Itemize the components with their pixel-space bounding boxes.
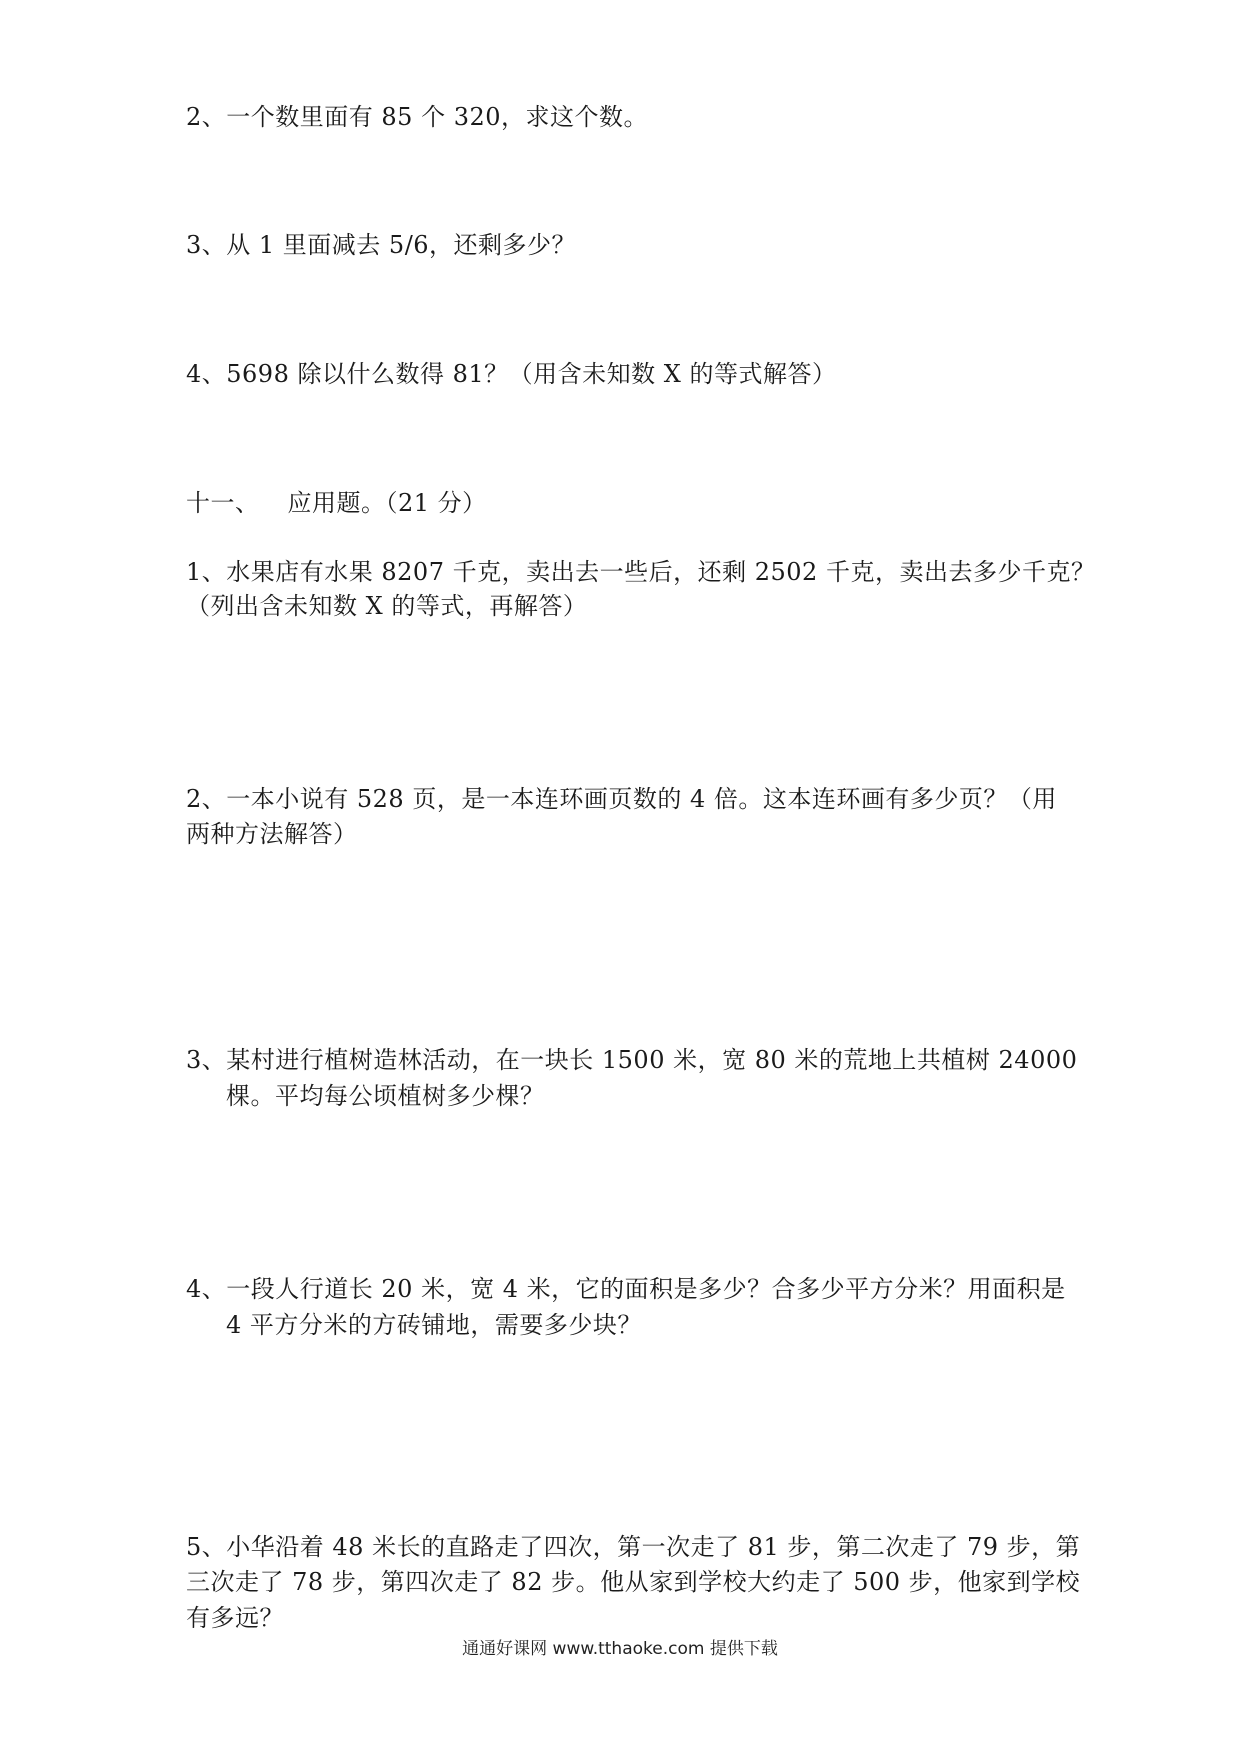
application-2-line-2: 两种方法解答）	[186, 820, 358, 848]
application-3-line-1: 3、某村进行植树造林活动，在一块长 1500 米，宽 80 米的荒地上共植树 24000	[186, 1046, 1078, 1074]
section-heading	[186, 486, 487, 520]
application-1-line-1: 1、水果店有水果 8207 千克，卖出去一些后，还剩 2502 千克，卖出去多少千克？	[186, 558, 1096, 586]
application-5-line-1: 5、小华沿着 48 米长的直路走了四次，第一次走了 81 步，第二次走了 79 步，第	[186, 1533, 1081, 1561]
application-4-line-2: 4 平方分米的方砖铺地，需要多少块？	[226, 1311, 642, 1339]
question-3: 3、从 1 里面减去 5/6，还剩多少？	[186, 231, 577, 259]
application-2-line-1: 2、一本小说有 528 页，是一本连环画页数的 4 倍。这本连环画有多少页？（用	[186, 785, 1057, 813]
section-number: 十一、	[186, 489, 260, 517]
section-title: 应用题。（21 分）	[287, 489, 487, 517]
application-5-line-2: 三次走了 78 步，第四次走了 82 步。他从家到学校大约走了 500 步，他家到学校	[186, 1568, 1081, 1596]
footer-credit: 通通好课网 www.tthaoke.com 提供下载	[462, 1639, 778, 1659]
application-5-line-3: 有多远？	[186, 1604, 284, 1632]
question-2: 2、一个数里面有 85 个 320，求这个数。	[186, 103, 649, 131]
application-4-line-1: 4、一段人行道长 20 米，宽 4 米，它的面积是多少？合多少平方分米？用面积是	[186, 1275, 1066, 1303]
application-3-line-2: 棵。平均每公顷植树多少棵？	[226, 1082, 545, 1110]
question-4: 4、5698 除以什么数得 81？（用含未知数 X 的等式解答）	[186, 360, 837, 388]
application-1-line-2: （列出含未知数 X 的等式，再解答）	[186, 592, 588, 620]
